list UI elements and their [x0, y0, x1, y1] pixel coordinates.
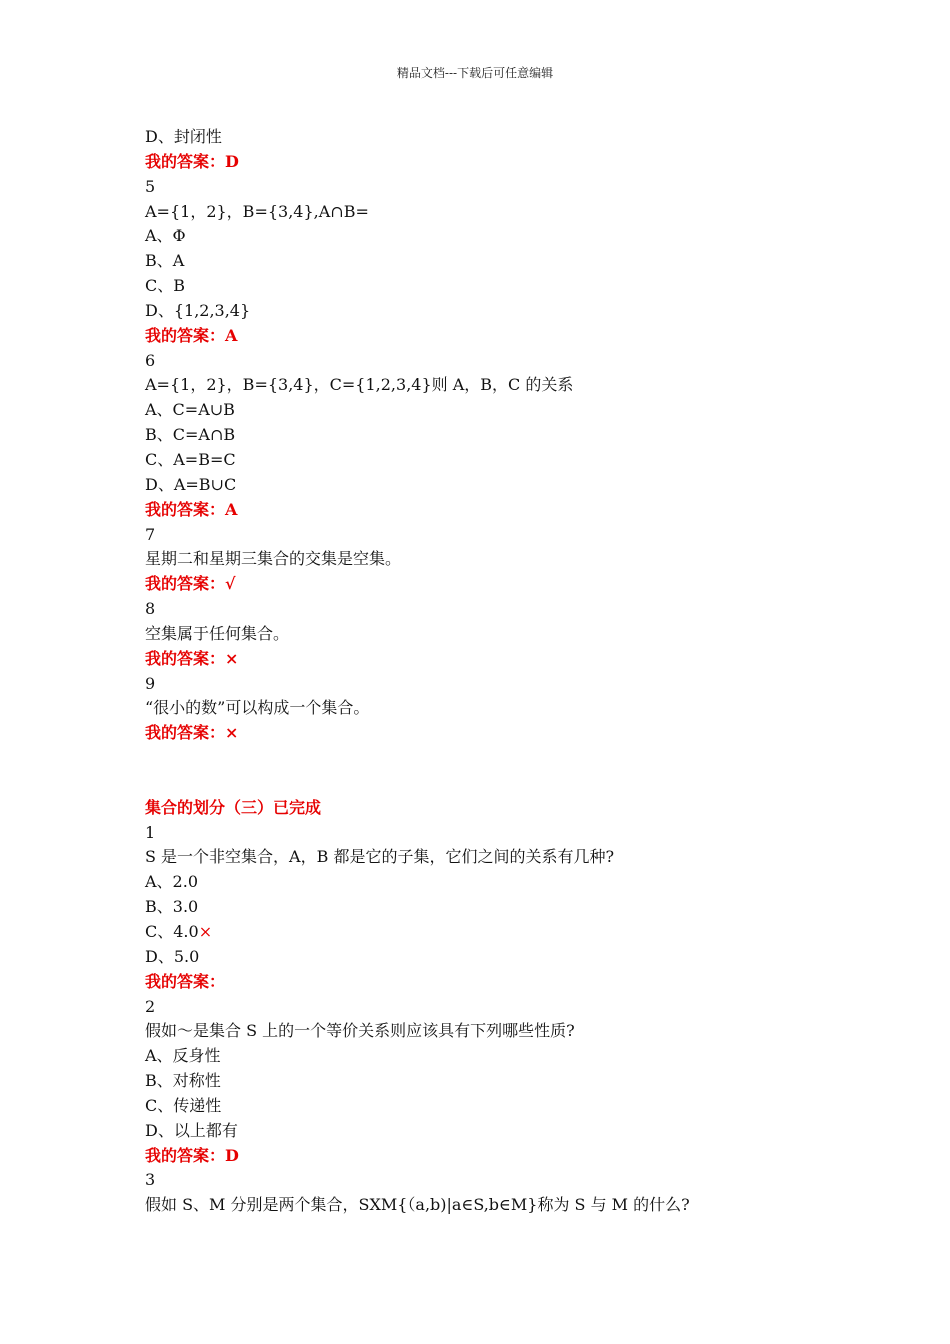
answer-line: 我的答案：× [145, 723, 239, 743]
text-line: 星期二和星期三集合的交集是空集。 [145, 549, 402, 569]
page-header: 精品文档---下载后可任意编辑 [396, 66, 554, 80]
quiz-block-section-continued [145, 945, 845, 1218]
text-line: 空集属于任何集合。 [145, 623, 290, 643]
text-line: A、Φ [145, 226, 186, 246]
quiz-block-previous [145, 125, 845, 746]
answer-line: 我的答案：D [145, 151, 239, 171]
text-line: 假如～是集合 S 上的一个等价关系则应该具有下列哪些性质? [145, 1021, 575, 1041]
answer-line: 我的答案：A [145, 325, 238, 345]
text-line: “很小的数”可以构成一个集合。 [145, 698, 370, 718]
text-line: C、B [145, 276, 186, 296]
text-line: 8 [145, 599, 156, 619]
text-line: 2 [145, 996, 156, 1016]
option-line [145, 920, 845, 945]
answer-line: 我的答案：√ [145, 574, 236, 594]
text-line: D、A=B∪C [145, 474, 237, 494]
text-line: 假如 S、M 分别是两个集合，SXM{（a,b)|a∈S,b∈M}称为 S 与 M 的什么? [145, 1195, 690, 1215]
text-line: 5 [145, 176, 156, 196]
text-line: 6 [145, 350, 156, 370]
text-line: D、封闭性 [145, 127, 222, 146]
text-line: B、C=A∩B [145, 425, 236, 445]
text-line: B、A [145, 251, 185, 271]
answer-line: 我的答案：A [145, 499, 238, 519]
quiz-block-section [145, 821, 845, 920]
document-body [145, 125, 845, 1218]
text-line: C、A=B=C [145, 449, 236, 469]
text-line: D、5.0 [145, 946, 200, 966]
section-title: 集合的划分（三）已完成 [145, 797, 322, 817]
text-line: A={1，2}，B={3,4},A∩B= [145, 201, 369, 221]
text-line: 3 [145, 1170, 156, 1190]
answer-line: 我的答案：× [145, 648, 239, 668]
spacer [145, 746, 845, 771]
text-line: A、2.0 [145, 872, 199, 892]
option-text: C、4.0 [145, 922, 199, 941]
text-line: S 是一个非空集合，A，B 都是它的子集，它们之间的关系有几种? [145, 847, 615, 867]
text-line: A={1，2}，B={3,4}，C={1,2,3,4}则 A，B，C 的关系 [145, 375, 574, 395]
text-line: A、反身性 [145, 1046, 221, 1066]
text-line: B、对称性 [145, 1071, 221, 1091]
text-line: 1 [145, 822, 156, 842]
wrong-mark: × [198, 922, 213, 941]
text-line: A、C=A∪B [145, 400, 235, 420]
answer-line: 我的答案：D [145, 1145, 239, 1165]
text-line: C、传递性 [145, 1095, 222, 1115]
text-line: 7 [145, 524, 156, 544]
text-line: B、3.0 [145, 897, 199, 917]
answer-line: 我的答案： [145, 971, 226, 991]
text-line: 9 [145, 673, 156, 693]
spacer [145, 771, 845, 796]
text-line: D、以上都有 [145, 1120, 238, 1140]
text-line: D、{1,2,3,4} [145, 300, 251, 320]
